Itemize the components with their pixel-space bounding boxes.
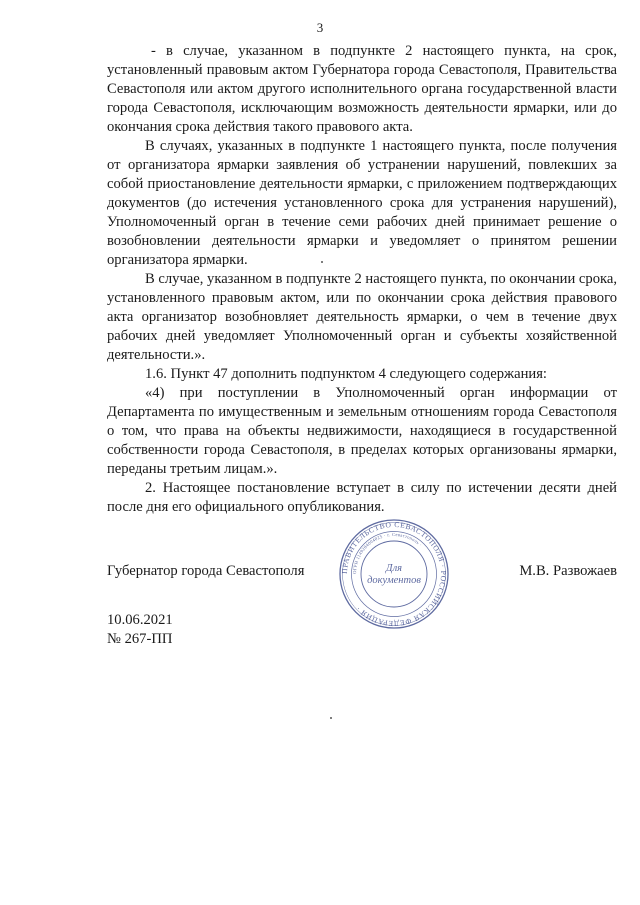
paragraph: 1.6. Пункт 47 дополнить подпунктом 4 следующего содержания: (145, 366, 547, 382)
document-footer (107, 611, 173, 649)
seal-inner-ring-text: ОГРН 1149204004025 · г. Севастополь · (351, 531, 424, 575)
paragraph: В случае, указанном в подпункте 2 настоящего пункта, по окончании срока, установленного правовым актом, или по окончании срока действия правового акта организатор возобновляет деятельность ярмарки, о чем в течение двух рабочих дней уведомляет Уполномоченный орган и субъекты хозяйственной деятельности.». (107, 271, 617, 363)
document-body (107, 42, 617, 517)
document-date: 10.06.2021 (107, 612, 173, 628)
page-number: 3 (316, 20, 324, 35)
signatory-name: М.В. Развожаев (519, 563, 617, 579)
paragraph: 2. Настоящее постановление вступает в силу по истечении десяти дней после дня его официального опубликования. (107, 480, 617, 515)
seal-outer-ring-text: ПРАВИТЕЛЬСТВО СЕВАСТОПОЛЯ · РОССИЙСКАЯ ФЕДЕРАЦИЯ · (339, 519, 449, 629)
seal-center-text: документов (367, 575, 421, 586)
paragraph: - в случае, указанном в подпункте 2 настоящего пункта, на срок, установленный правовым актом Губернатора города Севастополя, Правительства Севастополя или актом другого исполнительного органа государственной власти города Севастополя, исключающим возможность деятельности ярмарки, или до окончания срока действия такого правового акта. (107, 43, 617, 135)
paragraph: В случаях, указанных в подпункте 1 настоящего пункта, после получения от организатора ярмарки заявления об устранении нарушений, повлекших за собой приостановление деятельности ярмарки, с приложением подтверждающих документов (до истечения установленного срока для устранения нарушений), Уполномоченный орган в течение семи рабочих дней принимает решение о возобновлении деятельности ярмарки и уведомляет о принятом решении организатора ярмарки. (107, 138, 617, 268)
document-number: № 267-ПП (107, 631, 173, 647)
paragraph: «4) при поступлении в Уполномоченный орган информации от Департамента по имущественным и земельным отношениям города Севастополя о том, что права на объекты недвижимости, находящиеся в государственной собственности города Севастополя, в пределах которых организованы ярмарки, переданы третьим лицам.». (107, 385, 617, 477)
seal-center-text: Для (385, 563, 403, 574)
signatory-title: Губернатор города Севастополя (107, 563, 305, 579)
official-seal-stamp (338, 518, 450, 630)
